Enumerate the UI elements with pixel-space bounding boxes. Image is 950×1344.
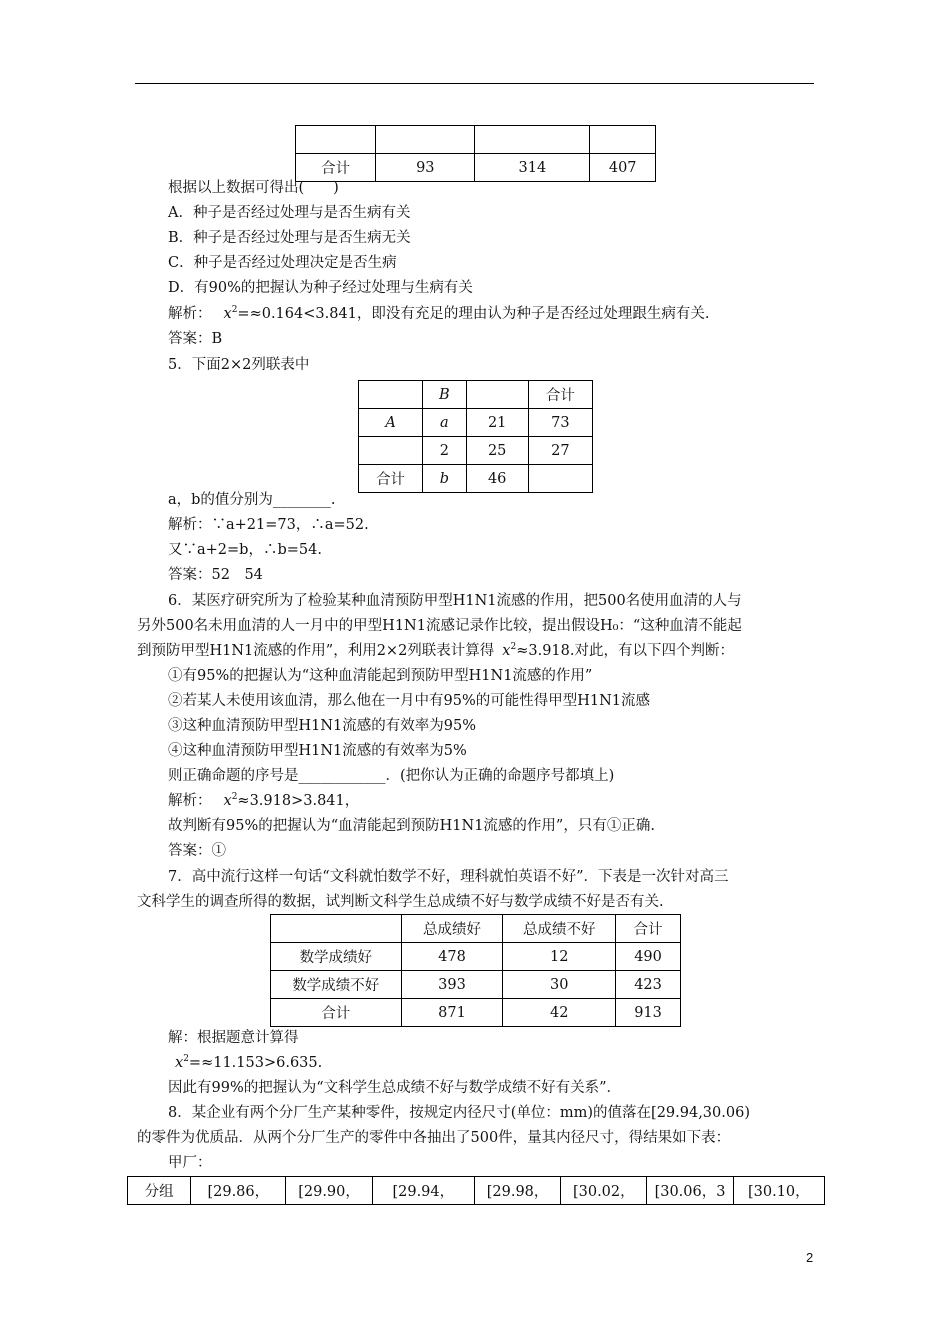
table-cell: 871 xyxy=(401,999,503,1027)
table-cell: A xyxy=(359,409,423,437)
q7-stem-1: 7．高中流行这样一句话“文科就怕数学不好，理科就怕英语不好”．下表是一次针对高三 xyxy=(168,869,729,885)
q4-stem: 根据以上数据可得出( ) xyxy=(168,180,339,196)
chi-square-exponent: 2 xyxy=(231,305,238,316)
table-row xyxy=(296,154,656,182)
q5-question: a，b的值分别为________. xyxy=(168,492,336,508)
table-cell xyxy=(475,126,590,154)
table-cell: 314 xyxy=(475,154,590,182)
table-row xyxy=(271,943,681,971)
q7-solution-3: 因此有99%的把握认为“文科学生总成绩不好与数学成绩不好有关系”． xyxy=(168,1080,622,1096)
table-cell: 913 xyxy=(616,999,681,1027)
q6-judgment-1: ①有95%的把握认为“这种血清能起到预防甲型H1N1流感的作用” xyxy=(168,668,593,684)
table-cell: 423 xyxy=(616,971,681,999)
table-row xyxy=(359,465,593,493)
table-cell: 393 xyxy=(401,971,503,999)
table-cell xyxy=(359,437,423,465)
q6-judgment-2: ②若某人未使用该血清，那么他在一月中有95%的可能性得甲型H1N1流感 xyxy=(168,693,651,709)
q6-stem-3-text: 到预防甲型H1N1流感的作用”，利用2×2列联表计算得 xyxy=(137,643,495,659)
q4-option-d: D．有90%的把握认为种子经过处理与生病有关 xyxy=(168,280,473,296)
table-row xyxy=(271,999,681,1027)
table-cell: 30 xyxy=(503,971,616,999)
table-cell: 478 xyxy=(401,943,503,971)
table-cell: 21 xyxy=(466,409,528,437)
table-cell: 合计 xyxy=(359,465,423,493)
analysis-label: 解析： xyxy=(168,793,212,809)
table-cell: 合计 xyxy=(296,154,376,182)
chi-square-exponent: 2 xyxy=(510,642,517,653)
table-cell: B xyxy=(423,381,466,409)
table-row xyxy=(359,381,593,409)
table-cell xyxy=(296,126,376,154)
table-cell: 46 xyxy=(466,465,528,493)
q6-stem-3-tail: ≈3.918.对此，有以下四个判断： xyxy=(516,643,734,659)
q8-factory-label: 甲厂： xyxy=(168,1155,212,1171)
q7-table xyxy=(270,914,681,1027)
q4-option-b: B．种子是否经过处理与是否生病无关 xyxy=(168,230,411,246)
table-cell: 合计 xyxy=(271,999,402,1027)
table-cell xyxy=(271,915,402,943)
q5-table xyxy=(358,380,593,493)
table-cell xyxy=(376,126,475,154)
table-cell: 27 xyxy=(528,437,592,465)
q8-stem-2: 的零件为优质品．从两个分厂生产的零件中各抽出了500件，量其内径尺寸，得结果如下表： xyxy=(137,1130,731,1146)
q8-table xyxy=(127,1176,825,1205)
table-row xyxy=(128,1177,825,1205)
table-cell: 12 xyxy=(503,943,616,971)
table-cell: 数学成绩好 xyxy=(271,943,402,971)
q5-answer: 答案：52 54 xyxy=(168,567,263,583)
q7-solution-2-text: =≈11.153>6.635. xyxy=(188,1055,323,1071)
table-cell: 总成绩好 xyxy=(401,915,503,943)
table-cell: a xyxy=(423,409,466,437)
analysis-label: 解析： xyxy=(168,306,212,322)
chi-square-symbol: x xyxy=(223,793,232,809)
table-cell: 合计 xyxy=(616,915,681,943)
q5-analysis-2: 又∵a+2=b，∴b=54. xyxy=(168,542,322,558)
table-cell: [30.10， xyxy=(733,1177,824,1205)
table-cell xyxy=(359,381,423,409)
q4-option-a: A．种子是否经过处理与是否生病有关 xyxy=(168,205,411,221)
q6-stem-2: 另外500名未用血清的人一月中的甲型H1N1流感记录作比较，提出假设H₀：“这种血清不能起 xyxy=(137,618,742,634)
table-row xyxy=(271,971,681,999)
table-cell xyxy=(590,126,656,154)
q4-answer: 答案：B xyxy=(168,331,223,347)
q6-answer: 答案：① xyxy=(168,843,226,859)
chi-square-exponent: 2 xyxy=(231,792,238,803)
table-cell: 总成绩不好 xyxy=(503,915,616,943)
table-cell: 93 xyxy=(376,154,475,182)
seed-table xyxy=(295,125,656,182)
table-cell: 合计 xyxy=(528,381,592,409)
table-cell: [30.06，3 xyxy=(647,1177,733,1205)
q5-analysis-1: 解析：∵a+21=73，∴a=52. xyxy=(168,517,369,533)
chi-square-symbol: x xyxy=(175,1055,184,1071)
table-row xyxy=(271,915,681,943)
table-row xyxy=(296,126,656,154)
analysis-text: ≈3.918>3.841， xyxy=(237,793,360,809)
table-cell xyxy=(466,381,528,409)
q6-stem-1: 6．某医疗研究所为了检验某种血清预防甲型H1N1流感的作用，把500名使用血清的人与 xyxy=(168,593,742,609)
table-cell: [29.90， xyxy=(286,1177,372,1205)
table-cell: 42 xyxy=(503,999,616,1027)
table-cell: 数学成绩不好 xyxy=(271,971,402,999)
table-cell: [29.86， xyxy=(191,1177,286,1205)
q8-stem-1: 8．某企业有两个分厂生产某种零件，按规定内径尺寸(单位：mm)的值落在[29.94,30.06) xyxy=(168,1105,750,1121)
table-cell: 407 xyxy=(590,154,656,182)
chi-square-symbol: x xyxy=(223,306,232,322)
q6-judgment-4: ④这种血清预防甲型H1N1流感的有效率为5% xyxy=(168,743,467,759)
table-cell: 2 xyxy=(423,437,466,465)
q6-question: 则正确命题的序号是____________．(把你认为正确的命题序号都填上) xyxy=(168,768,615,784)
table-cell: b xyxy=(423,465,466,493)
q6-judgment-3: ③这种血清预防甲型H1N1流感的有效率为95% xyxy=(168,718,477,734)
q4-analysis xyxy=(168,305,710,323)
table-cell: [29.98， xyxy=(474,1177,560,1205)
q7-solution-1: 解：根据题意计算得 xyxy=(168,1030,299,1046)
q4-option-c: C．种子是否经过处理决定是否生病 xyxy=(168,255,397,271)
table-cell xyxy=(528,465,592,493)
table-cell: [30.02， xyxy=(561,1177,647,1205)
page-number: 2 xyxy=(806,1250,814,1265)
table-row xyxy=(359,437,593,465)
table-cell: 分组 xyxy=(128,1177,191,1205)
table-cell: 73 xyxy=(528,409,592,437)
header-rule xyxy=(135,83,814,84)
q6-analysis-2: 故判断有95%的把握认为“血清能起到预防H1N1流感的作用”，只有①正确. xyxy=(168,818,655,834)
table-row xyxy=(359,409,593,437)
q6-analysis xyxy=(168,792,359,810)
q5-stem: 5．下面2×2列联表中 xyxy=(168,357,310,373)
table-cell: 490 xyxy=(616,943,681,971)
table-cell: [29.94， xyxy=(372,1177,474,1205)
q6-stem-3 xyxy=(137,642,734,660)
chi-square-symbol: x xyxy=(502,643,511,659)
q7-solution-2 xyxy=(175,1054,322,1072)
analysis-text: =≈0.164<3.841，即没有充足的理由认为种子是否经过处理跟生病有关. xyxy=(237,306,710,322)
q7-stem-2: 文科学生的调查所得的数据，试判断文科学生总成绩不好与数学成绩不好是否有关. xyxy=(137,894,664,910)
chi-square-exponent: 2 xyxy=(183,1054,189,1065)
table-cell: 25 xyxy=(466,437,528,465)
